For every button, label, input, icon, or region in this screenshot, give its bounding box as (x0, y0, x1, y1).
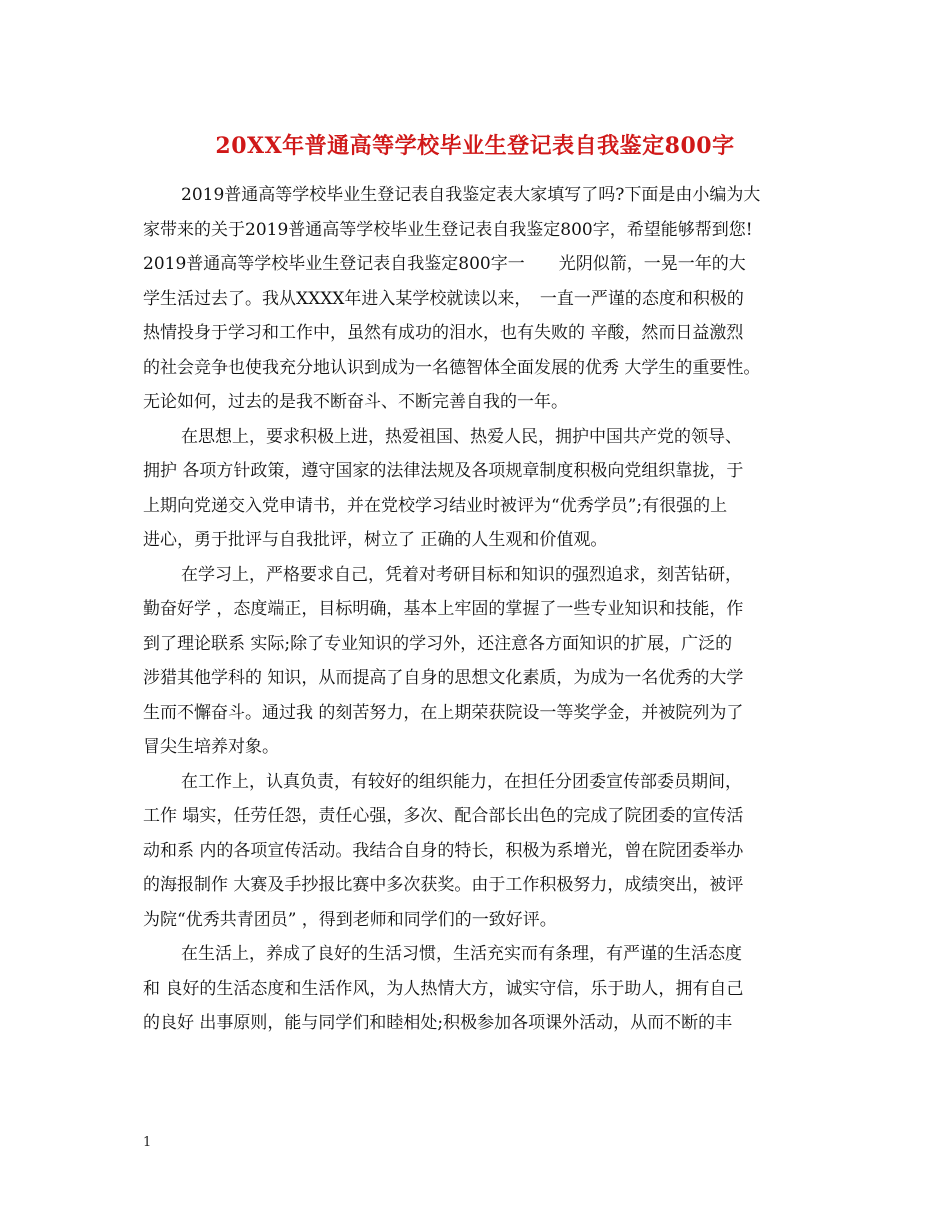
text-line: 2019普通高等学校毕业生登记表自我鉴定800字一 光阴似箭，一晃一年的大 (143, 254, 746, 274)
text-line: 生而不懈奋斗。通过我 的刻苦努力，在上期荣获院设一等奖学金，并被院列为了 (143, 702, 744, 723)
text-line: 勤奋好学 ，态度端正，目标明确，基本上牢固的掌握了一些专业知识和技能，作 (143, 599, 744, 619)
text-line: 动和系 内的各项宣传活动。我结合自身的特长，积极为系增光，曾在院团委举办 (143, 840, 744, 861)
document-title: 20XX年普通高等学校毕业生登记表自我鉴定800字 (215, 133, 735, 159)
text-line: 进心，勇于批评与自我批评，树立了 正确的人生观和价值观。 (143, 530, 608, 550)
text-line: 为院“优秀共青团员” ，得到老师和同学们的一致好评。 (143, 909, 557, 930)
page-number: 1 (143, 1135, 152, 1150)
text-line: 学生活过去了。我从XXXX年进入某学校就读以来， 一直一严谨的态度和积极的 (143, 288, 744, 309)
text-line: 的海报制作 大赛及手抄报比赛中多次获奖。由于工作积极努力，成绩突出，被评 (143, 875, 744, 895)
document-body (143, 178, 823, 1041)
text-line: 的良好 出事原则，能与同学们和睦相处;积极参加各项课外活动，从而不断的丰 (143, 1013, 733, 1033)
text-line: 冒尖生培养对象。 (143, 737, 279, 757)
text-line: 拥护 各项方针政策，遵守国家的法律法规及各项规章制度积极向党组织靠拢，于 (143, 461, 744, 481)
text-line: 2019普通高等学校毕业生登记表自我鉴定表大家填写了吗?下面是由小编为大 (181, 185, 761, 205)
text-line: 无论如何，过去的是我不断奋斗、不断完善自我的一年。 (143, 392, 568, 412)
text-line: 在思想上，要求积极上进，热爱祖国、热爱人民，拥护中国共产党的领导、 (181, 426, 742, 447)
text-line: 上期向党递交入党申请书，并在党校学习结业时被评为“优秀学员”;有很强的上 (143, 495, 728, 516)
text-line: 热情投身于学习和工作中，虽然有成功的泪水，也有失败的 辛酸，然而日益激烈 (143, 323, 744, 343)
text-line: 在生活上，养成了良好的生活习惯，生活充实而有条理，有严谨的生活态度 (181, 944, 742, 964)
text-line: 家带来的关于2019普通高等学校毕业生登记表自我鉴定800字，希望能够帮到您! (143, 219, 753, 240)
text-line: 到了理论联系 实际;除了专业知识的学习外，还注意各方面知识的扩展，广泛的 (143, 633, 733, 654)
text-line: 工作 塌实，任劳任怨，责任心强，多次、配合部长出色的完成了院团委的宣传活 (143, 806, 744, 826)
text-line: 涉猎其他学科的 知识，从而提高了自身的思想文化素质，为成为一名优秀的大学 (143, 668, 744, 688)
text-line: 和 良好的生活态度和生活作风，为人热情大方，诚实守信，乐于助人，拥有自己 (143, 978, 744, 999)
text-line: 在工作上，认真负责，有较好的组织能力，在担任分团委宣传部委员期间， (181, 771, 742, 792)
text-line: 在学习上，严格要求自己，凭着对考研目标和知识的强烈追求，刻苦钻研， (181, 564, 742, 585)
text-line: 的社会竞争也使我充分地认识到成为一名德智体全面发展的优秀 大学生的重要性。 (143, 357, 761, 378)
